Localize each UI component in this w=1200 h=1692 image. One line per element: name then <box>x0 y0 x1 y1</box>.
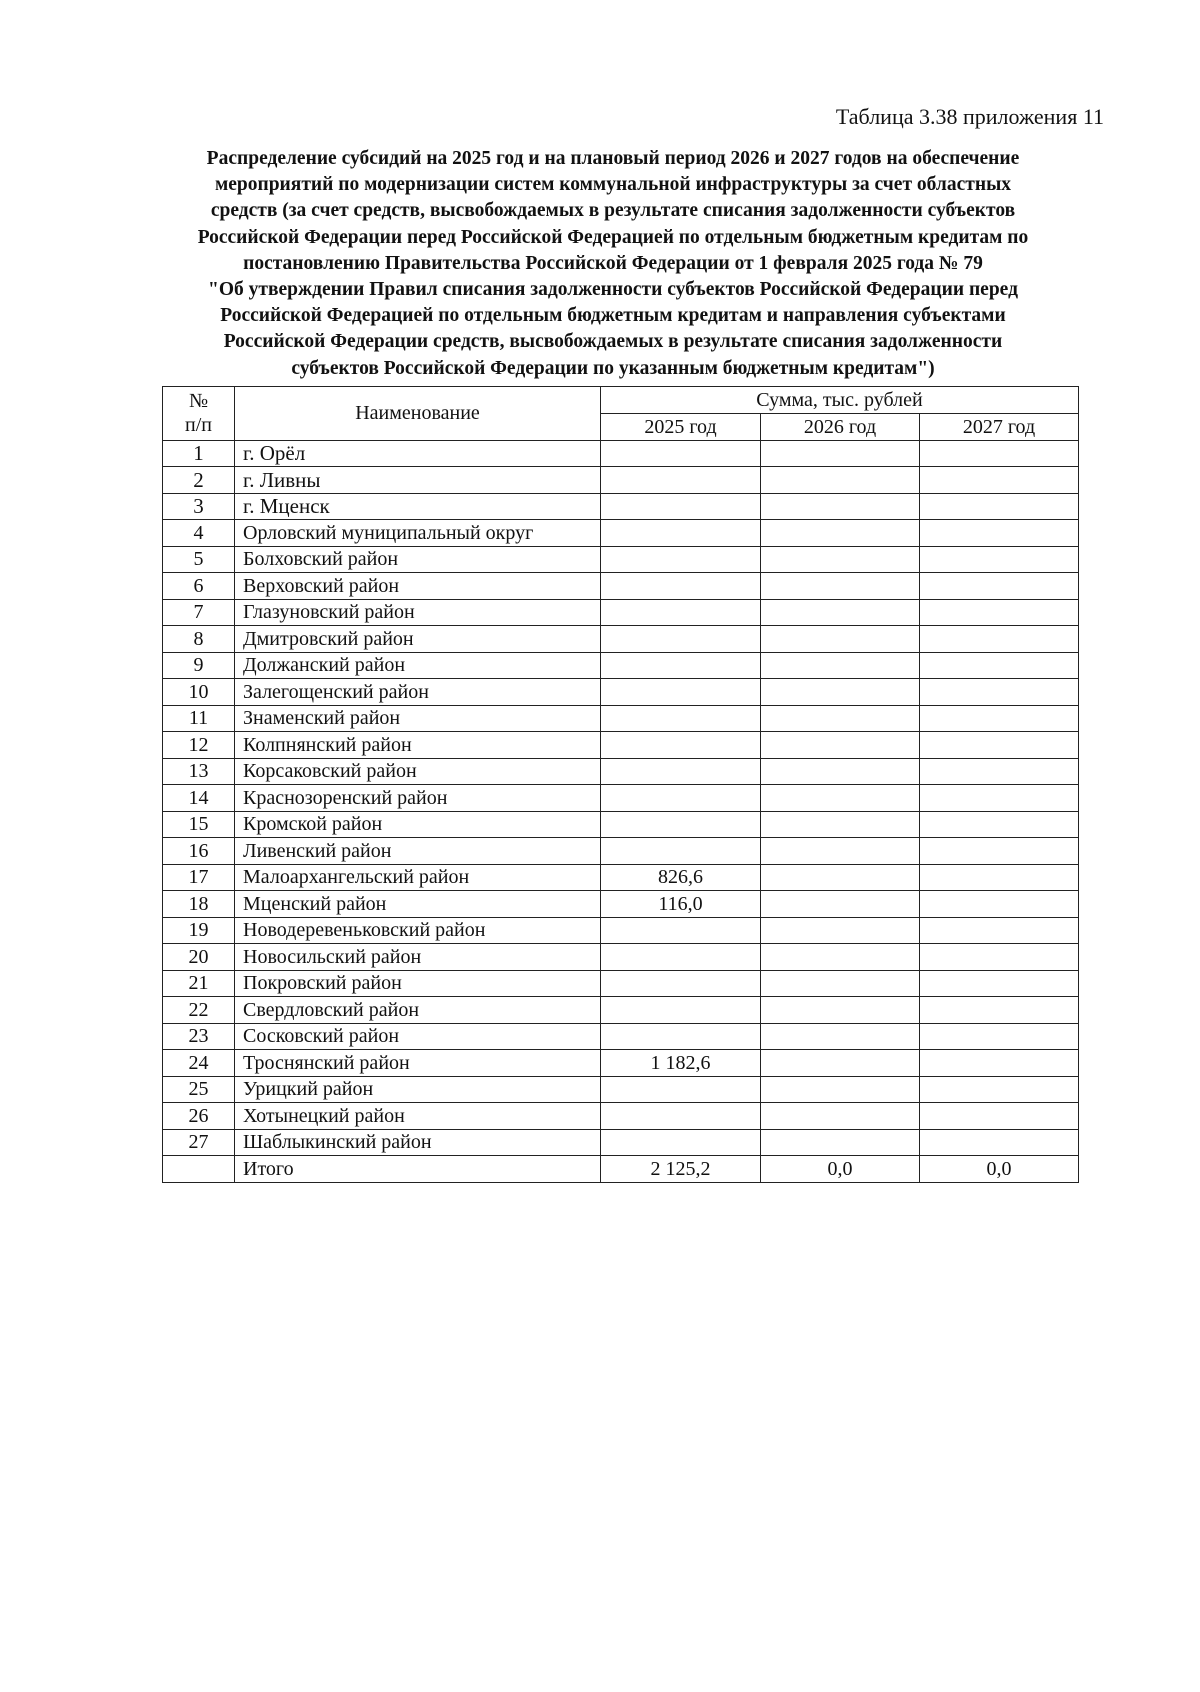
row-value-2025 <box>601 1129 761 1156</box>
table-row <box>163 440 1079 467</box>
title-line: мероприятий по модернизации систем коммунальной инфраструктуры за счет областных <box>214 174 1012 196</box>
row-name: Кромской район <box>235 811 601 838</box>
row-value-2025 <box>601 652 761 679</box>
header-year-2026: 2026 год <box>761 413 920 440</box>
row-name: Мценский район <box>235 891 601 918</box>
header-name: Наименование <box>235 387 601 441</box>
row-value-2026 <box>761 917 920 944</box>
row-name: Корсаковский район <box>235 758 601 785</box>
table-row <box>163 1129 1079 1156</box>
row-value-2026 <box>761 1129 920 1156</box>
row-value-2027 <box>920 467 1079 494</box>
table-row <box>163 838 1079 865</box>
table-row <box>163 997 1079 1024</box>
row-value-2025 <box>601 626 761 653</box>
row-name: Болховский район <box>235 546 601 573</box>
row-name: Краснозоренский район <box>235 785 601 812</box>
row-value-2025 <box>601 917 761 944</box>
row-value-2027 <box>920 997 1079 1024</box>
row-value-2026: 0,0 <box>761 1156 920 1183</box>
row-value-2027 <box>920 599 1079 626</box>
row-name: Сосковский район <box>235 1023 601 1050</box>
row-value-2025 <box>601 440 761 467</box>
row-value-2025 <box>601 467 761 494</box>
table-row <box>163 758 1079 785</box>
row-value-2027 <box>920 1023 1079 1050</box>
table-row <box>163 467 1079 494</box>
row-value-2026 <box>761 1103 920 1130</box>
row-number: 15 <box>163 811 235 838</box>
row-number: 5 <box>163 546 235 573</box>
table-row <box>163 679 1079 706</box>
row-value-2026 <box>761 838 920 865</box>
row-value-2026 <box>761 970 920 997</box>
row-name: Орловский муниципальный округ <box>235 520 601 547</box>
row-value-2026 <box>761 546 920 573</box>
row-number: 14 <box>163 785 235 812</box>
title-line: Российской Федерации средств, высвобождаемых в результате списания задолженности <box>223 331 1003 353</box>
title-line: субъектов Российской Федерации по указанным бюджетным кредитам") <box>291 357 935 379</box>
row-number: 24 <box>163 1050 235 1077</box>
row-value-2026 <box>761 785 920 812</box>
row-value-2026 <box>761 679 920 706</box>
row-value-2025: 826,6 <box>601 864 761 891</box>
row-value-2026 <box>761 652 920 679</box>
row-value-2027 <box>920 1050 1079 1077</box>
table-row <box>163 520 1079 547</box>
row-name: Знаменский район <box>235 705 601 732</box>
row-value-2026 <box>761 1050 920 1077</box>
row-name: Залегощенский район <box>235 679 601 706</box>
row-value-2025: 2 125,2 <box>601 1156 761 1183</box>
table-row <box>163 652 1079 679</box>
row-name: Верховский район <box>235 573 601 600</box>
row-value-2027 <box>920 546 1079 573</box>
row-value-2025: 116,0 <box>601 891 761 918</box>
row-value-2027 <box>920 838 1079 865</box>
row-value-2026 <box>761 1076 920 1103</box>
row-value-2025 <box>601 1103 761 1130</box>
row-value-2027 <box>920 864 1079 891</box>
row-value-2026 <box>761 944 920 971</box>
row-name: Ливенский район <box>235 838 601 865</box>
subsidy-table <box>162 386 1079 1183</box>
row-value-2026 <box>761 811 920 838</box>
row-value-2027 <box>920 626 1079 653</box>
table-row <box>163 573 1079 600</box>
row-value-2027 <box>920 679 1079 706</box>
row-value-2027 <box>920 944 1079 971</box>
row-value-2027 <box>920 891 1079 918</box>
row-value-2025 <box>601 811 761 838</box>
row-value-2025 <box>601 705 761 732</box>
page-label: Таблица 3.38 приложения 11 <box>835 104 1104 129</box>
row-value-2027 <box>920 440 1079 467</box>
title-line: Российской Федерацией по отдельным бюджетным кредитам и направления субъектами <box>220 305 1006 327</box>
row-value-2027 <box>920 1129 1079 1156</box>
table-row <box>163 546 1079 573</box>
row-value-2026 <box>761 705 920 732</box>
table-row <box>163 917 1079 944</box>
row-name: г. Ливны <box>235 467 601 494</box>
row-value-2026 <box>761 599 920 626</box>
row-value-2025 <box>601 546 761 573</box>
row-name: Троснянский район <box>235 1050 601 1077</box>
row-name: Хотынецкий район <box>235 1103 601 1130</box>
table-row <box>163 1050 1079 1077</box>
header-year-2027: 2027 год <box>920 413 1079 440</box>
row-value-2027 <box>920 1076 1079 1103</box>
row-value-2025 <box>601 970 761 997</box>
row-name: Свердловский район <box>235 997 601 1024</box>
table-row <box>163 705 1079 732</box>
row-number: 10 <box>163 679 235 706</box>
row-number: 3 <box>163 493 235 520</box>
row-value-2025 <box>601 997 761 1024</box>
row-number: 11 <box>163 705 235 732</box>
document-title <box>128 146 1098 382</box>
table-row <box>163 864 1079 891</box>
row-value-2026 <box>761 997 920 1024</box>
row-value-2026 <box>761 440 920 467</box>
row-value-2027 <box>920 732 1079 759</box>
row-number: 4 <box>163 520 235 547</box>
row-value-2025 <box>601 1023 761 1050</box>
row-number: 6 <box>163 573 235 600</box>
table-row <box>163 493 1079 520</box>
table-row <box>163 599 1079 626</box>
table-row <box>163 891 1079 918</box>
row-name: Новосильский район <box>235 944 601 971</box>
row-value-2026 <box>761 732 920 759</box>
row-value-2027 <box>920 1103 1079 1130</box>
row-number: 9 <box>163 652 235 679</box>
row-value-2025: 1 182,6 <box>601 1050 761 1077</box>
row-number: 26 <box>163 1103 235 1130</box>
row-name: Урицкий район <box>235 1076 601 1103</box>
row-name: Колпнянский район <box>235 732 601 759</box>
row-value-2025 <box>601 599 761 626</box>
row-value-2027 <box>920 652 1079 679</box>
row-name: Глазуновский район <box>235 599 601 626</box>
row-value-2027 <box>920 811 1079 838</box>
row-value-2027: 0,0 <box>920 1156 1079 1183</box>
row-number: 12 <box>163 732 235 759</box>
row-number <box>163 1156 235 1183</box>
table-row <box>163 626 1079 653</box>
row-value-2025 <box>601 679 761 706</box>
row-number: 13 <box>163 758 235 785</box>
row-name: Итого <box>235 1156 601 1183</box>
row-name: Дмитровский район <box>235 626 601 653</box>
table-row <box>163 785 1079 812</box>
row-value-2027 <box>920 758 1079 785</box>
table-row <box>163 732 1079 759</box>
row-name: Должанский район <box>235 652 601 679</box>
row-value-2027 <box>920 785 1079 812</box>
title-line: постановлению Правительства Российской Федерации от 1 февраля 2025 года № 79 <box>243 252 983 274</box>
row-name: Покровский район <box>235 970 601 997</box>
row-name: Малоархангельский район <box>235 864 601 891</box>
row-number: 27 <box>163 1129 235 1156</box>
row-number: 21 <box>163 970 235 997</box>
row-number: 16 <box>163 838 235 865</box>
title-line: средств (за счет средств, высвобождаемых в результате списания задолженности субъектов <box>210 200 1016 222</box>
row-value-2027 <box>920 520 1079 547</box>
row-value-2026 <box>761 520 920 547</box>
header-sum: Сумма, тыс. рублей <box>601 387 1079 414</box>
table-row <box>163 811 1079 838</box>
title-line: Распределение субсидий на 2025 год и на плановый период 2026 и 2027 годов на обеспечение <box>206 148 1020 169</box>
row-number: 7 <box>163 599 235 626</box>
row-value-2027 <box>920 493 1079 520</box>
row-value-2026 <box>761 467 920 494</box>
row-value-2025 <box>601 758 761 785</box>
total-row <box>163 1156 1079 1183</box>
row-value-2027 <box>920 705 1079 732</box>
row-number: 22 <box>163 997 235 1024</box>
row-value-2025 <box>601 573 761 600</box>
table-row <box>163 1076 1079 1103</box>
row-value-2027 <box>920 917 1079 944</box>
row-value-2026 <box>761 891 920 918</box>
title-line: "Об утверждении Правил списания задолженности субъектов Российской Федерации перед <box>208 279 1018 301</box>
row-value-2025 <box>601 944 761 971</box>
row-value-2026 <box>761 626 920 653</box>
row-value-2025 <box>601 838 761 865</box>
row-number: 2 <box>163 467 235 494</box>
title-line: Российской Федерации перед Российской Федерацией по отдельным бюджетным кредитам по <box>197 226 1029 248</box>
row-value-2026 <box>761 758 920 785</box>
row-number: 18 <box>163 891 235 918</box>
row-value-2025 <box>601 1076 761 1103</box>
row-value-2025 <box>601 493 761 520</box>
row-value-2025 <box>601 732 761 759</box>
row-number: 17 <box>163 864 235 891</box>
row-number: 25 <box>163 1076 235 1103</box>
row-name: Новодеревеньковский район <box>235 917 601 944</box>
table-row <box>163 1023 1079 1050</box>
table-row <box>163 1103 1079 1130</box>
row-value-2025 <box>601 520 761 547</box>
row-number: 1 <box>163 440 235 467</box>
row-number: 20 <box>163 944 235 971</box>
header-number: № п/п <box>163 387 235 441</box>
row-name: г. Орёл <box>235 440 601 467</box>
header-year-2025: 2025 год <box>601 413 761 440</box>
row-value-2026 <box>761 573 920 600</box>
row-value-2027 <box>920 970 1079 997</box>
row-number: 19 <box>163 917 235 944</box>
row-name: г. Мценск <box>235 493 601 520</box>
row-value-2027 <box>920 573 1079 600</box>
row-value-2026 <box>761 493 920 520</box>
row-value-2026 <box>761 1023 920 1050</box>
table-row <box>163 944 1079 971</box>
row-number: 23 <box>163 1023 235 1050</box>
row-value-2026 <box>761 864 920 891</box>
row-value-2025 <box>601 785 761 812</box>
row-number: 8 <box>163 626 235 653</box>
row-name: Шаблыкинский район <box>235 1129 601 1156</box>
table-row <box>163 970 1079 997</box>
